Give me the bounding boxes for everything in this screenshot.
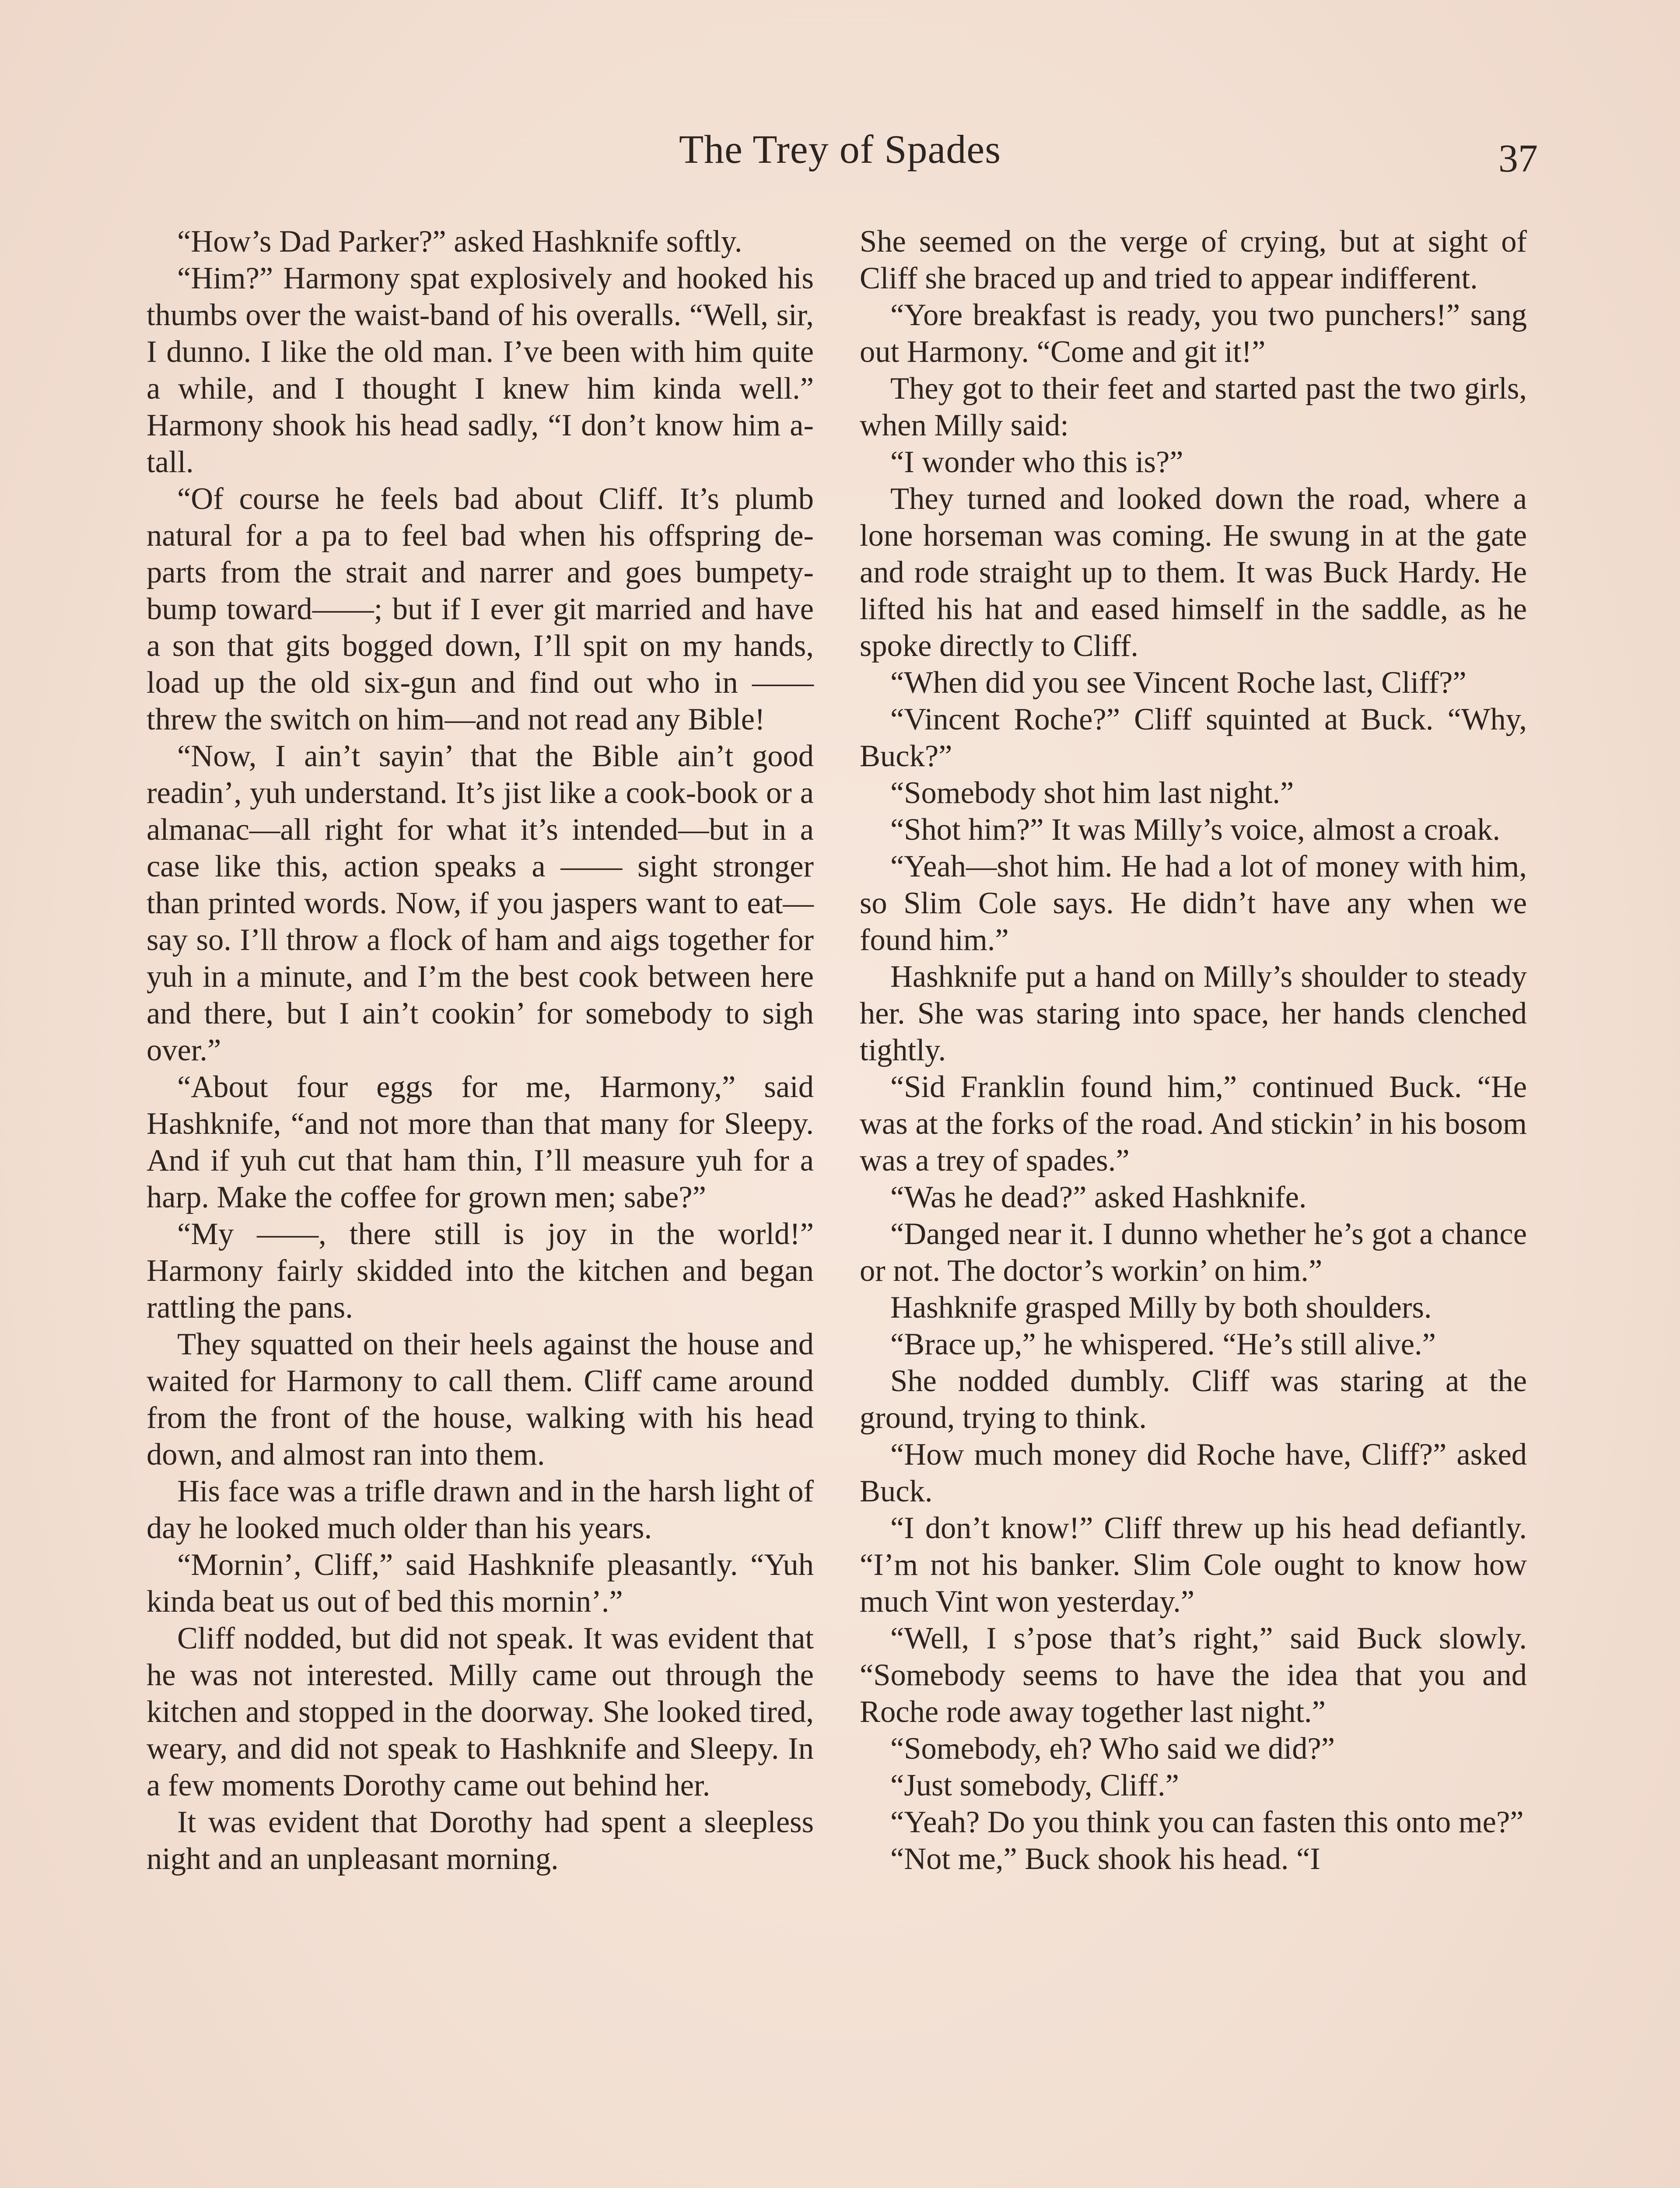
paragraph: “Just somebody, Cliff.” [890,1768,1179,1802]
running-title: The Trey of Spades [679,127,1001,172]
paragraph: His face was a trifle drawn and in the harsh light of day he looked much older than his years. [147,1474,814,1545]
paragraph: “Him?” Harmony spat explosively and hooked his thumbs over the waist-band of his overalls. “Well, sir, I dunno. I like the old man. I’ve been with him quite a while, and I thought I knew him kinda well.” Harmony shook his head sadly, “I don’t know him a-tall. [147,261,814,479]
paragraph: Hashknife grasped Milly by both shoulders. [890,1290,1432,1325]
paragraph: “Danged near it. I dunno whether he’s got a chance or not. The doctor’s workin’ on him.” [860,1217,1527,1288]
paragraph: “Of course he feels bad about Cliff. It’s plumb natural for a pa to feel bad when his offspring de-parts from the strait and narrer and goes bumpety-bump toward——; but if I ever git married and have a son that gits bogged down, I’ll spit on my hands, load up the old six-gun and find out who in —— threw the switch on him—and not read any Bible! [147,482,814,736]
paragraph: “Somebody shot him last night.” [890,776,1294,810]
paragraph-continued: She seemed on the verge of crying, but at sight of Cliff she braced up and tried to appear indifferent. [860,224,1527,295]
paragraph: Cliff nodded, but did not speak. It was evident that he was not interested. Milly came out through the kitchen and stopped in the doorway. She looked tired, weary, and did not speak to Hashknife and Sleepy. In a few moments Dorothy came out behind her. [147,1621,814,1802]
paragraph: “Yeah—shot him. He had a lot of money with him, so Slim Cole says. He didn’t have any when we found him.” [860,849,1527,957]
paragraph: “My ——, there still is joy in the world!” Harmony fairly skidded into the kitchen and began rattling the pans. [147,1217,814,1325]
paragraph: It was evident that Dorothy had spent a sleepless night and an unpleasant morning. [147,1805,814,1876]
paragraph: “Yore breakfast is ready, you two punchers!” sang out Harmony. “Come and git it!” [860,298,1527,369]
paragraph: “Mornin’, Cliff,” said Hashknife pleasantly. “Yuh kinda beat us out of bed this mornin’.” [147,1548,814,1619]
paragraph: “Sid Franklin found him,” continued Buck. “He was at the forks of the road. And stickin’ in his bosom was a trey of spades.” [860,1070,1527,1178]
paragraph: “Now, I ain’t sayin’ that the Bible ain’t good readin’, yuh understand. It’s jist like a cook-book or a almanac—all right for what it’s intended—but in a case like this, action speaks a —— sight stronger than printed words. Now, if you jaspers want to eat—say so. I’ll throw a flock of ham and aigs together for yuh in a minute, and I’m the best cook between here and there, but I ain’t cookin’ for somebody to sigh over.” [147,739,814,1067]
paragraph: “I don’t know!” Cliff threw up his head defiantly. “I’m not his banker. Slim Cole ought to know how much Vint won yesterday.” [860,1511,1527,1619]
paragraph: “How’s Dad Parker?” asked Hashknife softly. [177,224,742,259]
paragraph: Hashknife put a hand on Milly’s shoulder to steady her. She was staring into space, her hands clenched tightly. [860,960,1527,1067]
paragraph: “When did you see Vincent Roche last, Cliff?” [890,666,1466,700]
paragraph: They got to their feet and started past the two girls, when Milly said: [860,372,1527,442]
paragraph: “Brace up,” he whispered. “He’s still alive.” [890,1327,1436,1361]
paragraph: “Somebody, eh? Who said we did?” [890,1732,1335,1766]
paragraph: She nodded dumbly. Cliff was staring at the ground, trying to think. [860,1364,1527,1435]
paragraph: “Vincent Roche?” Cliff squinted at Buck. “Why, Buck?” [860,702,1527,773]
left-column [147,223,814,1877]
right-column [860,223,1527,1877]
paragraph: “Well, I s’pose that’s right,” said Buck slowly. “Somebody seems to have the idea that you and Roche rode away together last night.” [860,1621,1527,1729]
paragraph: “Yeah? Do you think you can fasten this onto me?” [890,1805,1524,1839]
paragraph: They squatted on their heels against the house and waited for Harmony to call them. Cliff came around from the front of the house, walking with his head down, and almost ran into them. [147,1327,814,1472]
paragraph: They turned and looked down the road, where a lone horseman was coming. He swung in at the gate and rode straight up to them. It was Buck Hardy. He lifted his hat and eased himself in the saddle, as he spoke directly to Cliff. [860,482,1527,663]
paragraph: “How much money did Roche have, Cliff?” asked Buck. [860,1438,1527,1508]
paragraph: “Was he dead?” asked Hashknife. [890,1180,1307,1214]
paragraph: “Shot him?” It was Milly’s voice, almost a croak. [890,813,1501,847]
page-number: 37 [1498,137,1538,180]
paragraph: “I wonder who this is?” [890,445,1183,479]
paragraph: “Not me,” Buck shook his head. “I [890,1842,1320,1876]
paragraph: “About four eggs for me, Harmony,” said Hashknife, “and not more than that many for Sleepy. And if yuh cut that ham thin, I’ll measure yuh for a harp. Make the coffee for grown men; sabe?” [147,1070,814,1214]
